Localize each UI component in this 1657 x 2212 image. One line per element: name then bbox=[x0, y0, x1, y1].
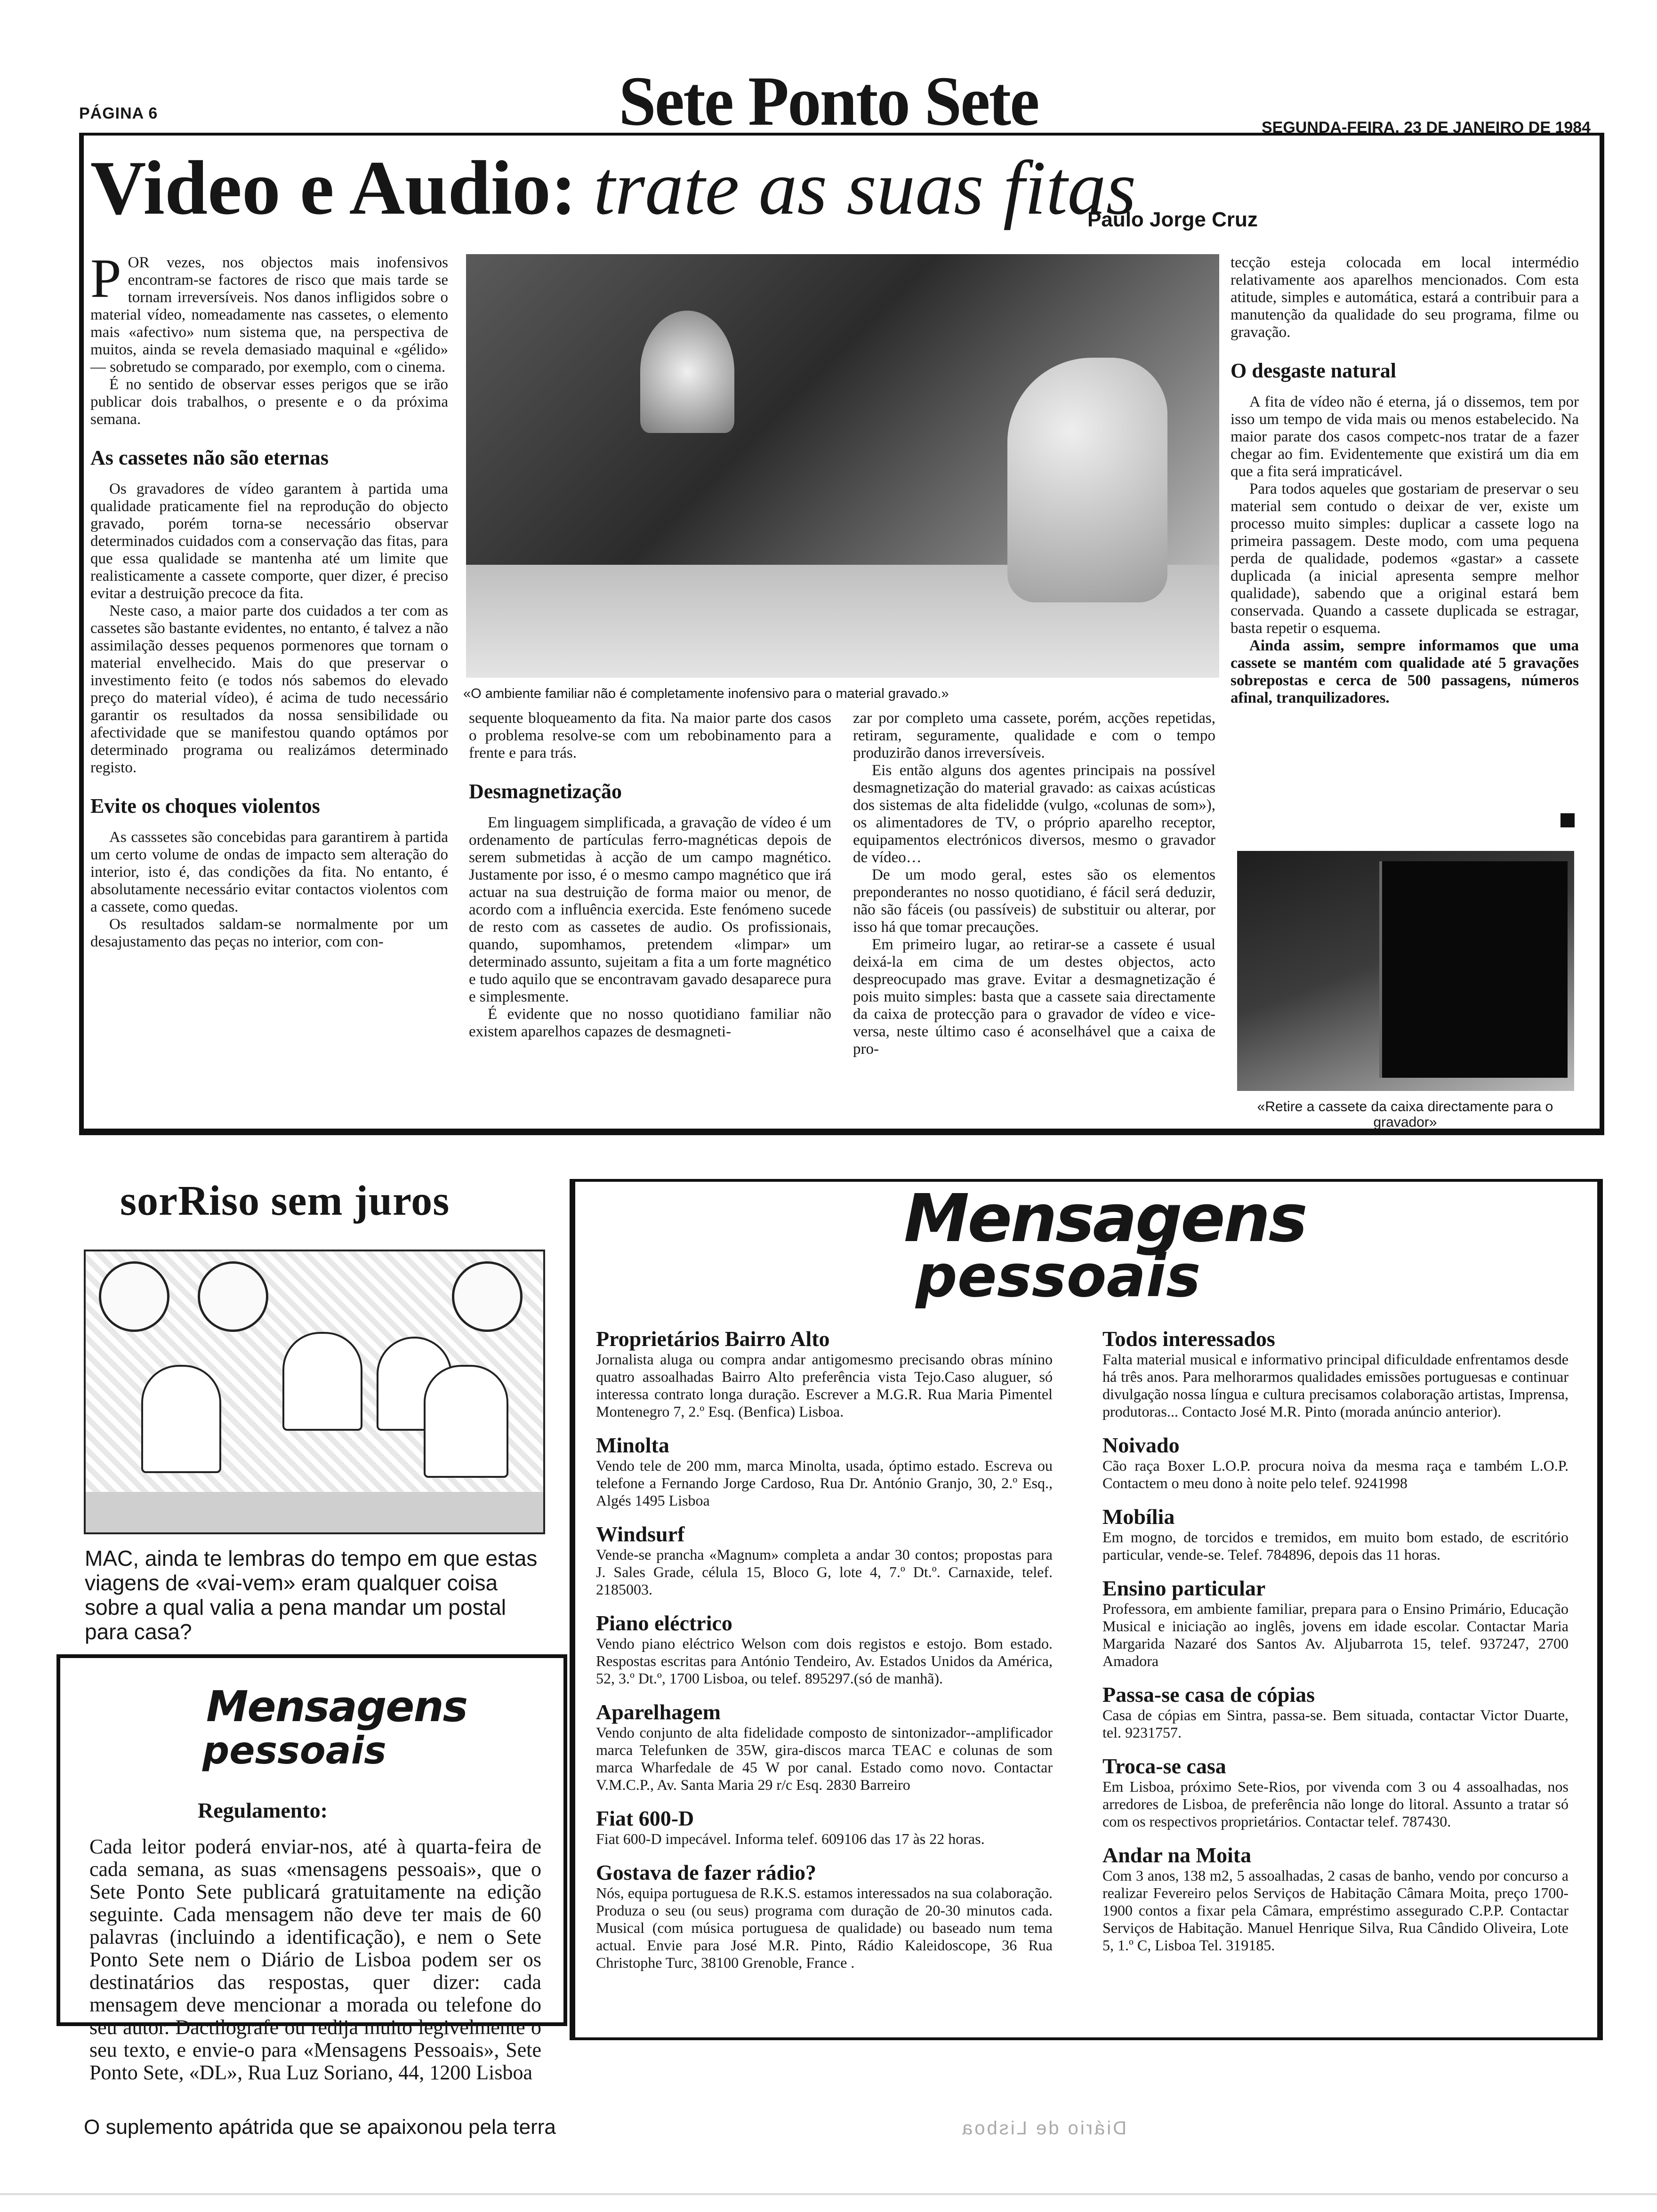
paragraph: Para todos aqueles que gostariam de preservar o seu material sem contudo o deixar de ver, existe um processo muito simples: duplicar a cassete logo na primeira passagem. Deste modo, com uma pequena perda de qualidade, podemos «gastar» a cassete duplicada (a inicial apresenta sempre melhor qualidade), sabendo que a original estará bem conservada. Quando a cassete duplicada se estragar, basta repetir o esquema. bbox=[1231, 481, 1579, 637]
paragraph: É no sentido de observar esses perigos que se irão publicar dois trabalhos, o presente e o da próxima semana. bbox=[90, 376, 448, 428]
dropcap: P bbox=[90, 248, 121, 309]
classified-body: Vende-se prancha «Magnum» completa a andar 30 contos; propostas para J. Sales Grade, célula 15, Bloco G, lote 4, 7.º Dt.º. Carnaxide, telef. 2185003. bbox=[596, 1546, 1053, 1598]
classified-title: Fiat 600-D bbox=[596, 1806, 694, 1830]
classified-body: Cão raça Boxer L.O.P. procura noiva da mesma raça e também L.O.P. Contactem o meu dono à noite pelo telef. 9241998 bbox=[1102, 1457, 1569, 1491]
classified-ad bbox=[596, 1434, 1053, 1509]
classified-title: Noivado bbox=[1102, 1433, 1180, 1457]
paragraph: As casssetes são concebidas para garantirem à partida um certo volume de ondas de impacto sem alteração do interior, isto é, das condições da fita. No entanto, é absolutamente necessário evitar contactos violentos com a cassete, como quedas. bbox=[90, 829, 448, 915]
paragraph: É evidente que no nosso quotidiano familiar não existem aparelhos capazes de desmagneti- bbox=[469, 1006, 831, 1040]
photo-caption: «O ambiente familiar não é completamente inofensivo para o material gravado.» bbox=[463, 686, 949, 701]
classified-body: Professora, em ambiente familiar, prepara para o Ensino Primário, Educação Musical e iniciação ao inglês, jovens em idade escolar. Contactar Maria Margarida Nazaré dos Santos Av. Aljubarrota 15, telef. 937247, 2700 Amadora bbox=[1102, 1600, 1569, 1669]
classified-title: Troca-se casa bbox=[1102, 1754, 1226, 1778]
paragraph: Os gravadores de vídeo garantem à partida uma qualidade praticamente fiel na reprodução do objecto gravado, porém torna-se necessário observar determinados cuidados com a conservação das fitas, para que essa qualidade se mantenha até um limite que realisticamente a cassete comporte, quer dizer, é preciso evitar a destruição precoce da fita. bbox=[90, 481, 448, 602]
headline-main: Video e Audio: bbox=[90, 145, 577, 231]
classified-body: Fiat 600-D impecável. Informa telef. 609106 das 17 às 22 horas. bbox=[596, 1830, 985, 1847]
paragraph: Neste caso, a maior parte dos cuidados a ter com as cassetes são bastante evidentes, no entanto, é talvez a não assimilação desses pequenos pormenores que tornam o material envelhecido. Mais do que preservar o investimento feito (e todos nós sabemos do elevado preço do material vídeo), é acima de tudo necessário garantir os resultados da nossa sensibilidade ou afectividade que se manifestou quando optámos por determinado programa ou realizámos determinado registo. bbox=[90, 602, 448, 776]
footer-tagline: O suplemento apátrida que se apaixonou pela terra bbox=[84, 2116, 556, 2139]
regulamento-logo-line2: pessoais bbox=[202, 1729, 386, 1772]
paragraph: Os resultados saldam-se normalmente por um desajustamento das peças no interior, com con- bbox=[90, 916, 448, 950]
classified-body: Nós, equipa portuguesa de R.K.S. estamos interessados na sua colaboração. Produza o seu (ou seus) programa com duração de 20-30 minutos cada. Musical (com música portuguesa de qualidade) ou baseado num tema actual. Envie para José M.R. Pinto, Rádio Kaleidoscope, 36 Rua Christophe Turc, 38100 Grenoble, France . bbox=[596, 1884, 1053, 1971]
paragraph: zar por completo uma cassete, porém, acções repetidas, retiram, seguramente, qualidade e com o tempo produzirão danos irreversíveis. bbox=[853, 710, 1215, 761]
cartoon-porthole bbox=[198, 1261, 268, 1332]
classified-title: Piano eléctrico bbox=[596, 1611, 732, 1635]
classified-body: Com 3 anos, 138 m2, 5 assoalhadas, 2 casas de banho, vendo por concurso a realizar Fevereiro pelos Serviços de Habitação Câmara Moita, preço 1700-1900 contos a fixar pela Câmara, empréstimo assegurado C.P.P. Contactar Serviços de Habitação. Manuel Henrique Silva, Rua Cândido Oliveira, Lote 5, 1.º C, Lisboa Tel. 319185. bbox=[1102, 1867, 1569, 1954]
subheading-desgaste: O desgaste natural bbox=[1231, 359, 1396, 382]
subheading-cassetes: As cassetes não são eternas bbox=[90, 446, 329, 469]
classified-body: Casa de cópias em Sintra, passa-se. Bem situada, contactar Victor Duarte, tel. 9231757. bbox=[1102, 1707, 1569, 1741]
cartoon-caption: MAC, ainda te lembras do tempo em que estas viagens de «vai-vem» eram qualquer coisa sobre a qual valia a pena mandar um postal para casa? bbox=[85, 1546, 538, 1644]
classified-title: Aparelhagem bbox=[596, 1700, 721, 1724]
classified-ad bbox=[1102, 1434, 1569, 1492]
cartoon-astronaut bbox=[282, 1332, 362, 1431]
masthead: Sete Ponto Sete bbox=[619, 62, 1038, 140]
classifieds-logo-line1: Mensagens bbox=[904, 1180, 1306, 1257]
classified-title: Mobília bbox=[1102, 1505, 1175, 1529]
paragraph: Ainda assim, sempre informamos que uma cassete se mantém com qualidade até 5 gravações sobrepostas e cerca de 500 passagens, números afinal, tranquilizadores. bbox=[1231, 637, 1579, 706]
classified-ad bbox=[1102, 1505, 1569, 1563]
classified-body: Falta material musical e informativo principal dificuldade enfrentamos desde há três anos. Para melhorarmos qualidades emissões portuguesas e continuar divulgação nossa língua e cultura precisamos colaboração artistas, Imprensa, produtoras... Contacto José M.R. Pinto (morada anúncio anterior). bbox=[1102, 1351, 1569, 1420]
photo2-caption: «Retire a cassete da caixa directamente para o gravador» bbox=[1257, 1099, 1553, 1130]
cartoon-astronaut bbox=[141, 1365, 221, 1473]
classified-title: Windsurf bbox=[596, 1522, 685, 1546]
article-column-2 bbox=[469, 710, 831, 1041]
subheading-choques: Evite os choques violentos bbox=[90, 794, 320, 817]
classified-title: Proprietários Bairro Alto bbox=[596, 1327, 830, 1351]
scan-edge bbox=[0, 2193, 1657, 2195]
regulamento-text: Cada leitor poderá enviar-nos, até à quarta-feira de cada semana, as suas «mensagens pessoais», que o Sete Ponto Sete publicará gratuitamente na edição seguinte. Cada mensagem não deve ter mais de 60 palavras (incluindo a identificação), e nem o Sete Ponto Sete nem o Diário de Lisboa podem ser os destinatários das respostas, quer dizer: cada mensagem deve mencionar a morada ou telefone do seu autor. Dactilografe ou redija muito legivelmente o seu texto, e envie-o para «Mensagens Pessoais», Sete Ponto Sete, «DL», Rua Luz Soriano, 44, 1200 Lisboa bbox=[89, 1835, 541, 2084]
intro-paragraph: OR vezes, nos objectos mais inofensivos encontram-se factores de risco que mais tarde se tornam irreversíveis. Nos danos infligidos sobre o material vídeo, nomeadamente nas cassetes, o elemento mais «afectivo» num sistema que, na perspectiva de muitos, ainda se revela demasiado maquinal e «gélido» — sobretudo se comparado, por exemplo, com o cinema. bbox=[90, 254, 448, 376]
classified-body: Vendo conjunto de alta fidelidade composto de sintonizador--amplificador marca Telefunken de 35W, gira-discos marca TEAC e colunas de som marca Wharfedale de 45 W por canal. Estado como novo. Contactar V.M.C.P., Av. Santa Maria 29 r/c Esq. 2830 Barreiro bbox=[596, 1724, 1053, 1793]
classified-body: Vendo piano eléctrico Welson com dois registos e estojo. Bom estado. Respostas escritas para António Tendeiro, Av. Estados Unidos da América, 52, 3.º Dt.º, 1700 Lisboa, ou telef. 895297.(só de manhã). bbox=[596, 1635, 1053, 1687]
classified-ad bbox=[596, 1523, 1053, 1598]
classified-body: Em Lisboa, próximo Sete-Rios, por vivenda com 3 ou 4 assoalhadas, nos arredores de Lisboa, de preferência não longe do litoral. Assunto a tratar só com os respectivos proprietários. Contactar telef. 787430. bbox=[1102, 1778, 1569, 1830]
classified-title: Todos interessados bbox=[1102, 1327, 1275, 1351]
cartoon-porthole bbox=[99, 1261, 169, 1332]
photo-lamp-shape bbox=[640, 311, 734, 433]
paragraph: Em primeiro lugar, ao retirar-se a cassete é usual deixá-la em cima de um destes objectos, acto despreocupado mas grave. Evitar a desmagnetização é pois muito simples: basta que a cassete saia directamente da caixa de protecção para o gravador de vídeo e vice-versa, neste último caso é aconselhável que a caixa de pro- bbox=[853, 936, 1215, 1058]
classified-ad bbox=[596, 1861, 1053, 1972]
classified-ad bbox=[1102, 1577, 1569, 1670]
classified-title: Ensino particular bbox=[1102, 1576, 1266, 1600]
photo-cassette-shape bbox=[1379, 861, 1568, 1078]
page-number: PÁGINA 6 bbox=[79, 104, 158, 122]
paragraph: sequente bloqueamento da fita. Na maior parte dos casos o problema resolve-se com um rebobinamento para a frente e para trás. bbox=[469, 710, 831, 761]
article-column-1 bbox=[90, 248, 448, 951]
regulamento-logo-line1: Mensagens bbox=[206, 1682, 467, 1731]
classified-body: Em mogno, de torcidos e tremidos, em muito bom estado, de escritório particular, vende-se. Telef. 784896, depois das 11 horas. bbox=[1102, 1529, 1569, 1563]
regulamento-title: Regulamento: bbox=[198, 1798, 328, 1822]
cartoon-astronaut bbox=[424, 1365, 508, 1478]
subheading-desmagnetizacao: Desmagnetização bbox=[469, 780, 622, 803]
classified-ad bbox=[596, 1700, 1053, 1794]
paragraph: De um modo geral, estes são os elementos preponderantes no nosso quotidiano, é fácil será deduzir, não são fáceis (ou passíveis) de substituir ou alterar, por isso há que tomar precauções. bbox=[853, 866, 1215, 936]
issue-date: SEGUNDA-FEIRA, 23 DE JANEIRO DE 1984 bbox=[1262, 119, 1591, 136]
paragraph: Eis então alguns dos agentes principais na possível desmagnetização do material gravado: as caixas acústicas dos sistemas de alta fidelidde (vulgo, «colunas de som»), os alimentadores de TV, o próprio aparelho receptor, equipamentos electrónicos diversos, mesmo o gravador de vídeo… bbox=[853, 762, 1215, 866]
article-column-4 bbox=[1231, 254, 1579, 707]
classified-ad bbox=[596, 1327, 1053, 1420]
paragraph: A fita de vídeo não é eterna, já o dissemos, tem por isso um tempo de vida mais ou menos estabelecido. Na maior parate dos casos competc-nos tratar de a fazer chegar ao fim. Evidentemente que existirá um dia em que a fita será impraticável. bbox=[1231, 393, 1579, 480]
cartoon-floor bbox=[86, 1492, 543, 1532]
classifieds-column-right bbox=[1102, 1327, 1569, 1967]
classified-body: Jornalista aluga ou compra andar antigomesmo precisando obras mínino quatro assoalhadas Bairro Alto preferência vista Tejo.Caso aluguer, só interessa contrato longa duração. Escrever a M.G.R. Rua Maria Pimentel Montenegro 7, 2.º Esq. (Benfica) Lisboa. bbox=[596, 1351, 1053, 1420]
photo-person-shape bbox=[1007, 358, 1167, 602]
cartoon-porthole bbox=[452, 1261, 523, 1332]
classified-title: Passa-se casa de cópias bbox=[1102, 1683, 1315, 1707]
classifieds-logo-line2: pessoais bbox=[916, 1242, 1201, 1310]
article-column-3 bbox=[853, 710, 1215, 1058]
paragraph: tecção esteja colocada em local intermédio relativamente aos aparelhos mencionados. Com esta atitude, simples e automática, estará a contribuir para a manutenção da qualidade do seu programa, filme ou gravação. bbox=[1231, 254, 1579, 341]
classifieds-column-left bbox=[596, 1327, 1053, 1985]
paragraph: Em linguagem simplificada, a gravação de vídeo é um ordenamento de partículas ferro-magnéticas depois de serem submetidas à acção de um campo magnético. Justamente por isso, é o mesmo campo magnético que irá actuar na sua destruição de forma maior ou menor, de acordo com a influência exercida. Este fenómeno sucede de resto com as cassetes de audio. Os profissionais, quando, supomhamos, pretendem «limpar» um determinado assunto, sujeitam a fita a um forte magnético e tudo aquilo que se encontravam gavado desaparece pura e simplesmente. bbox=[469, 814, 831, 1005]
article-headline bbox=[90, 145, 1136, 231]
classified-ad bbox=[1102, 1683, 1569, 1741]
byline: Paulo Jorge Cruz bbox=[1087, 208, 1258, 231]
footer-bleed-through: Diário de Lisboa bbox=[960, 2118, 1127, 2139]
classified-ad bbox=[596, 1807, 1053, 1848]
classified-ad bbox=[596, 1611, 1053, 1687]
classified-title: Minolta bbox=[596, 1433, 669, 1457]
end-of-article-mark bbox=[1560, 813, 1575, 827]
classified-ad bbox=[1102, 1843, 1569, 1954]
classified-ad bbox=[1102, 1327, 1569, 1420]
classified-body: Vendo tele de 200 mm, marca Minolta, usada, óptimo estado. Escreva ou telefone a Fernando Jorge Cardoso, Rua Dr. António Granjo, 30, 2.º Esq., Algés 1495 Lisboa bbox=[596, 1457, 1053, 1509]
classified-title: Andar na Moita bbox=[1102, 1843, 1252, 1867]
classified-ad bbox=[1102, 1755, 1569, 1830]
headline-italic: trate as suas fitas bbox=[593, 145, 1136, 231]
cartoon-title: sorRiso sem juros bbox=[120, 1178, 450, 1224]
classified-title: Gostava de fazer rádio? bbox=[596, 1860, 817, 1884]
